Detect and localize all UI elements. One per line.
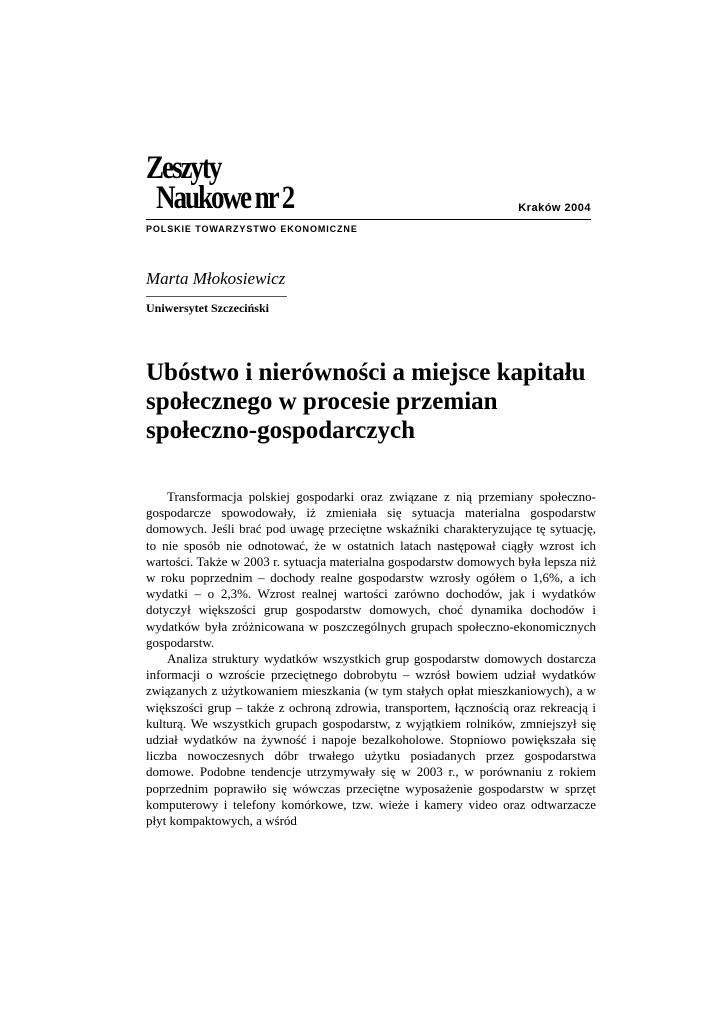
author-name: Marta Młokosiewicz <box>146 269 286 288</box>
paragraph: Transformacja polskiej gospodarki oraz związane z nią przemiany społeczno-gospodarcze spowodowały, iż zmieniała się sytuacja materialna gospodarstw domowych. Jeśli brać pod uwagę przeciętne wskaźniki charakteryzujące tę sytuację, to nie sposób nie odnotować, że w ostatnich latach następował ciągły wzrost ich wartości. Także w 2003 r. sytuacja materialna gospodarstw domowych była lepsza niż w roku poprzednim – dochody realne gospodarstw wzrosły ogółem o 1,6%, a ich wydatki – o 2,3%. Wzrost realnej wartości zarówno dochodów, jak i wydatków dotyczył większości grup gospodarstw domowych, choć dynamika dochodów i wydatków była zróżnicowana w poszczególnych grupach społeczno-ekonomicznych gospodarstw. <box>146 489 596 650</box>
journal-logo-line1: Zeszyty <box>146 150 221 186</box>
article-title: Ubóstwo i nierówności a miejsce kapitału społecznego w procesie przemian społeczno-gospodarczych <box>146 359 586 444</box>
place-date: Kraków 2004 <box>518 202 591 214</box>
author-divider <box>146 296 287 297</box>
paragraph: Analiza struktury wydatków wszystkich grup gospodarstw domowych dostarcza informacji o wzroście przeciętnego dobrobytu – wzrósł bowiem udział wydatków związanych z użytkowaniem mieszkania (w tym stałych opłat mieszkaniowych), a w większości grup – także z ochroną zdrowia, transportem, łącznością oraz rekreacją i kulturą. We wszystkich grupach gospodarstw, z wyjątkiem rolników, zmniejszył się udział wydatków na żywność i napoje bezalkoholowe. Stopniowo powiększała się liczba nowoczesnych dóbr trwałego użytku posiadanych przez gospodarstwa domowe. Podobne tendencje utrzymywały się w 2003 r., w porównaniu z rokiem poprzednim poprawiło się wówczas przeciętne wyposażenie gospodarstw w sprzęt komputerowy i telefony komórkowe, tzw. wieże i kamery video oraz odtwarzacze płyt kompaktowych, a wśród <box>146 651 596 829</box>
publisher-society: POLSKIE TOWARZYSTWO EKONOMICZNE <box>146 224 358 234</box>
author-affiliation: Uniwersytet Szczeciński <box>146 301 269 315</box>
header-divider <box>146 219 591 220</box>
journal-logo-line2: Naukowe nr 2 <box>156 180 294 216</box>
article-body <box>146 489 596 829</box>
journal-masthead <box>146 152 591 242</box>
